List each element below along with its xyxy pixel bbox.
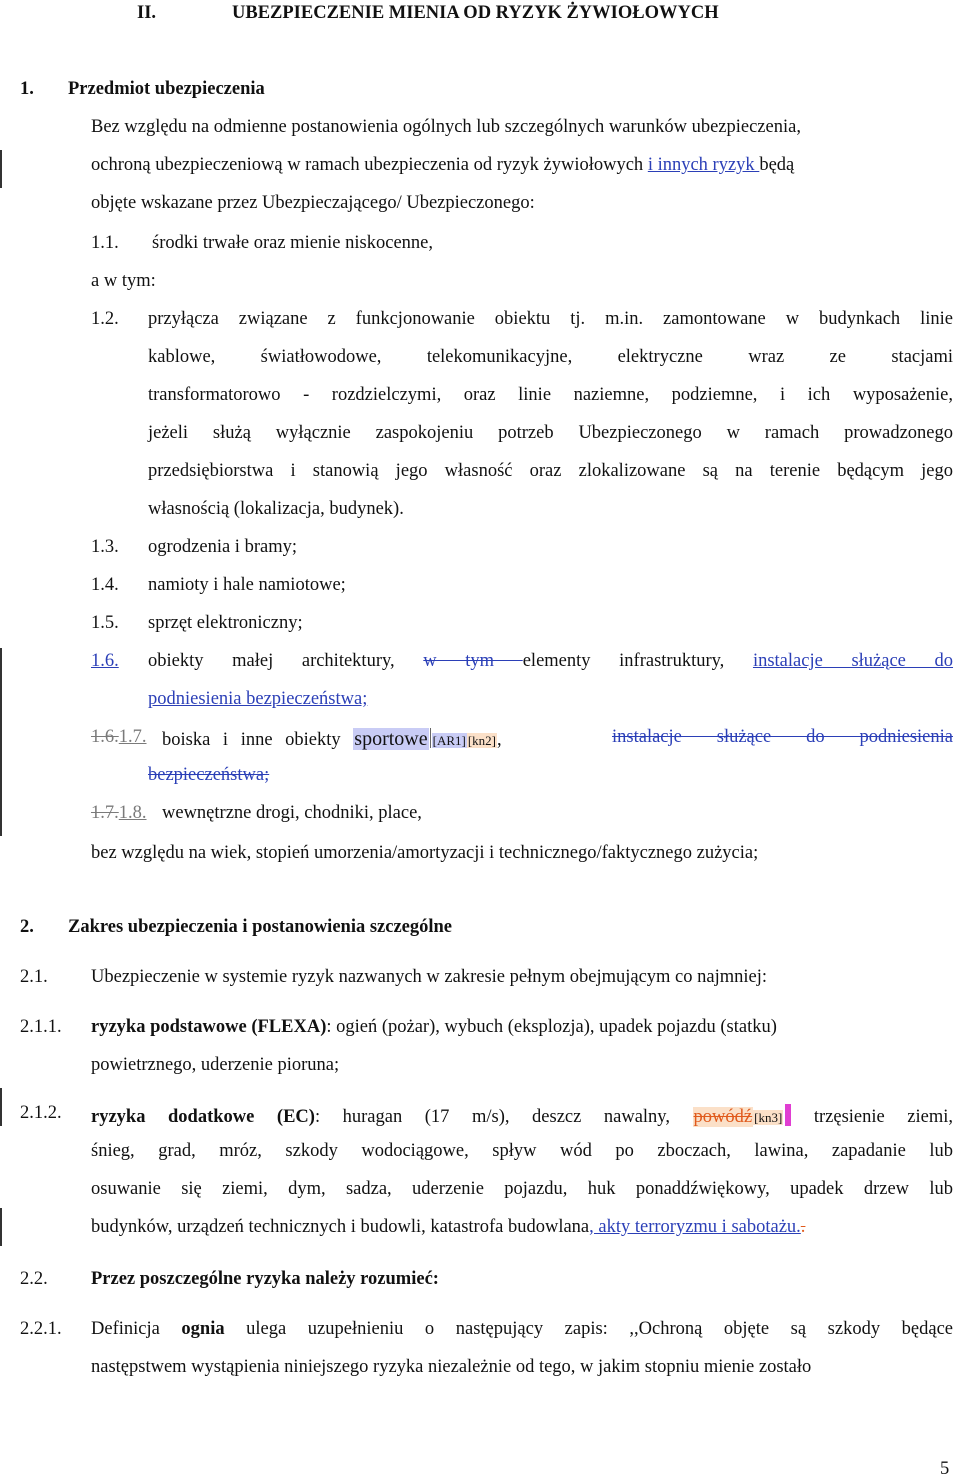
comment-ref[interactable]: [kn3] — [754, 1110, 783, 1125]
heading-number: 2. — [20, 917, 34, 937]
list-item: Ubezpieczenie w systemie ryzyk nazwanych w zakresie pełnym obejmującym co najmniej: — [91, 967, 768, 987]
bold-text: ryzyka dodatkowe (EC) — [91, 1107, 315, 1127]
heading-number: 1. — [20, 79, 34, 99]
inserted-text: instalacje służące do — [752, 651, 954, 671]
list-number: 1.5. — [91, 613, 119, 633]
text-run: będą — [759, 155, 795, 175]
text-run: obiekty małej architektury, — [148, 651, 424, 671]
list-item: wewnętrzne drogi, chodniki, place, — [162, 803, 422, 823]
list-item-line: przyłącza związane z funkcjonowanie obiektu tj. m.in. zamontowane w budynkach linie — [148, 309, 953, 329]
list-item: ogrodzenia i bramy; — [148, 537, 297, 557]
list-number: 1.3. — [91, 537, 119, 557]
bold-text: ryzyka podstawowe (FLEXA) — [91, 1017, 327, 1037]
paragraph-line: bez względu na wiek, stopień umorzenia/amortyzacji i technicznego/faktycznego zużycia; — [91, 843, 759, 863]
paragraph-line: Bez względu na odmienne postanowienia ogólnych lub szczególnych warunków ubezpieczenia, — [91, 117, 801, 137]
deleted-text: instalacje służące do podniesienia — [612, 727, 953, 747]
list-item: namioty i hale namiotowe; — [148, 575, 346, 595]
list-number — [91, 804, 147, 823]
heading-title: Zakres ubezpieczenia i postanowienia szczególne — [68, 917, 453, 937]
list-item-line: następstwem wystąpienia niniejszego ryzyka niezależnie od tego, w jakim stopniu mienie zostało — [91, 1357, 812, 1377]
text-run: budynków, urządzeń technicznych i budowli, katastrofa budowlana — [91, 1217, 590, 1237]
page-number: 5 — [940, 1459, 950, 1479]
deleted-text: w tym — [423, 651, 523, 671]
text-run: Definicja — [91, 1319, 182, 1339]
list-number: 2.1.2. — [20, 1103, 62, 1123]
inserted-number: 1.8. — [118, 803, 147, 823]
change-bar — [0, 1208, 2, 1246]
inserted-text: , akty terroryzmu i sabotażu. — [589, 1217, 801, 1237]
list-item-line — [162, 728, 502, 750]
change-bar — [0, 150, 2, 188]
heading-title: Przedmiot ubezpieczenia — [68, 79, 265, 99]
text-run: ulega uzupełnieniu o następujący zapis: ,,Ochroną objęte są szkody będące — [224, 1319, 953, 1339]
list-number: 1.4. — [91, 575, 119, 595]
paragraph-line — [91, 156, 953, 175]
deleted-text: bezpieczeństwa; — [148, 765, 270, 785]
list-item-line — [91, 1320, 953, 1339]
inserted-text: podniesienia bezpieczeństwa; — [148, 689, 368, 709]
list-item-line — [91, 1104, 953, 1127]
list-number: 2.2. — [20, 1269, 48, 1289]
deleted-text: . — [800, 1217, 806, 1237]
change-bar — [0, 1088, 2, 1126]
comment-ref[interactable]: [kn2] — [467, 733, 497, 748]
list-item-line: powietrznego, uderzenie pioruna; — [91, 1055, 340, 1075]
list-number: 2.1. — [20, 967, 48, 987]
list-item: środki trwałe oraz mienie niskocenne, — [152, 233, 433, 253]
list-number: 1.2. — [91, 309, 119, 329]
list-number — [91, 728, 147, 747]
list-item-line: własnością (lokalizacja, budynek). — [148, 499, 404, 519]
change-bar — [0, 648, 2, 836]
text-run: , — [497, 730, 502, 750]
list-item-line — [91, 1018, 777, 1037]
section-title: UBEZPIECZENIE MIENIA OD RYZYK ŻYWIOŁOWYCH — [232, 3, 719, 23]
text-run: elementy infrastruktury, — [522, 651, 753, 671]
list-item-title: Przez poszczególne ryzyka należy rozumieć: — [91, 1269, 439, 1289]
list-number-inserted: 1.6. — [91, 651, 119, 671]
list-item-line: osuwanie się ziemi, dym, sadza, uderzenie pojazdu, huk ponaddźwiękowy, upadek drzew lub — [91, 1179, 953, 1199]
list-number: 2.1.1. — [20, 1017, 62, 1037]
list-item: sprzęt elektroniczny; — [148, 613, 303, 633]
paragraph-line: a w tym: — [91, 271, 156, 291]
deleted-number: 1.7. — [91, 803, 119, 823]
list-number: 1.1. — [91, 233, 119, 253]
text-run: ochroną ubezpieczeniową w ramach ubezpieczenia od ryzyk żywiołowych — [91, 155, 648, 175]
list-item-line — [91, 1218, 805, 1237]
deleted-text: powódź — [693, 1107, 753, 1127]
inserted-text: i innych ryzyk — [647, 155, 760, 175]
deleted-number: 1.6. — [91, 727, 119, 747]
commented-text: sportowe — [354, 728, 428, 750]
text-run: : ogień (pożar), wybuch (eksplozja), upadek pojazdu (statku) — [326, 1017, 777, 1037]
list-item-line — [148, 652, 953, 671]
list-item-line: śnieg, grad, mróz, szkody wodociągowe, spływ wód po zboczach, lawina, zapadanie lub — [91, 1141, 953, 1161]
bold-text: ognia — [181, 1319, 225, 1339]
comment-marker — [785, 1104, 791, 1126]
paragraph-line: objęte wskazane przez Ubezpieczającego/ Ubezpieczonego: — [91, 193, 535, 213]
text-run: : huragan (17 m/s), deszcz nawalny, — [314, 1107, 693, 1127]
comment-ref[interactable]: [AR1] — [432, 733, 466, 748]
text-run: boiska i inne obiekty — [162, 730, 354, 750]
comment-marker — [430, 728, 431, 748]
list-item-line: jeżeli służą wyłącznie zaspokojeniu potrzeb Ubezpieczonego w ramach prowadzonego — [148, 423, 953, 443]
list-item-line: kablowe, światłowodowe, telekomunikacyjne, elektryczne wraz ze stacjami — [148, 347, 953, 367]
section-number: II. — [137, 3, 157, 23]
inserted-number: 1.7. — [118, 727, 147, 747]
list-item-line: transformatorowo - rozdzielczymi, oraz linie naziemne, podziemne, i ich wyposażenie, — [148, 385, 953, 405]
list-item-line: przedsiębiorstwa i stanowią jego własność oraz zlokalizowane są na terenie będącym jego — [148, 461, 953, 481]
text-run: trzęsienie ziemi, — [813, 1107, 954, 1127]
list-number: 2.2.1. — [20, 1319, 62, 1339]
